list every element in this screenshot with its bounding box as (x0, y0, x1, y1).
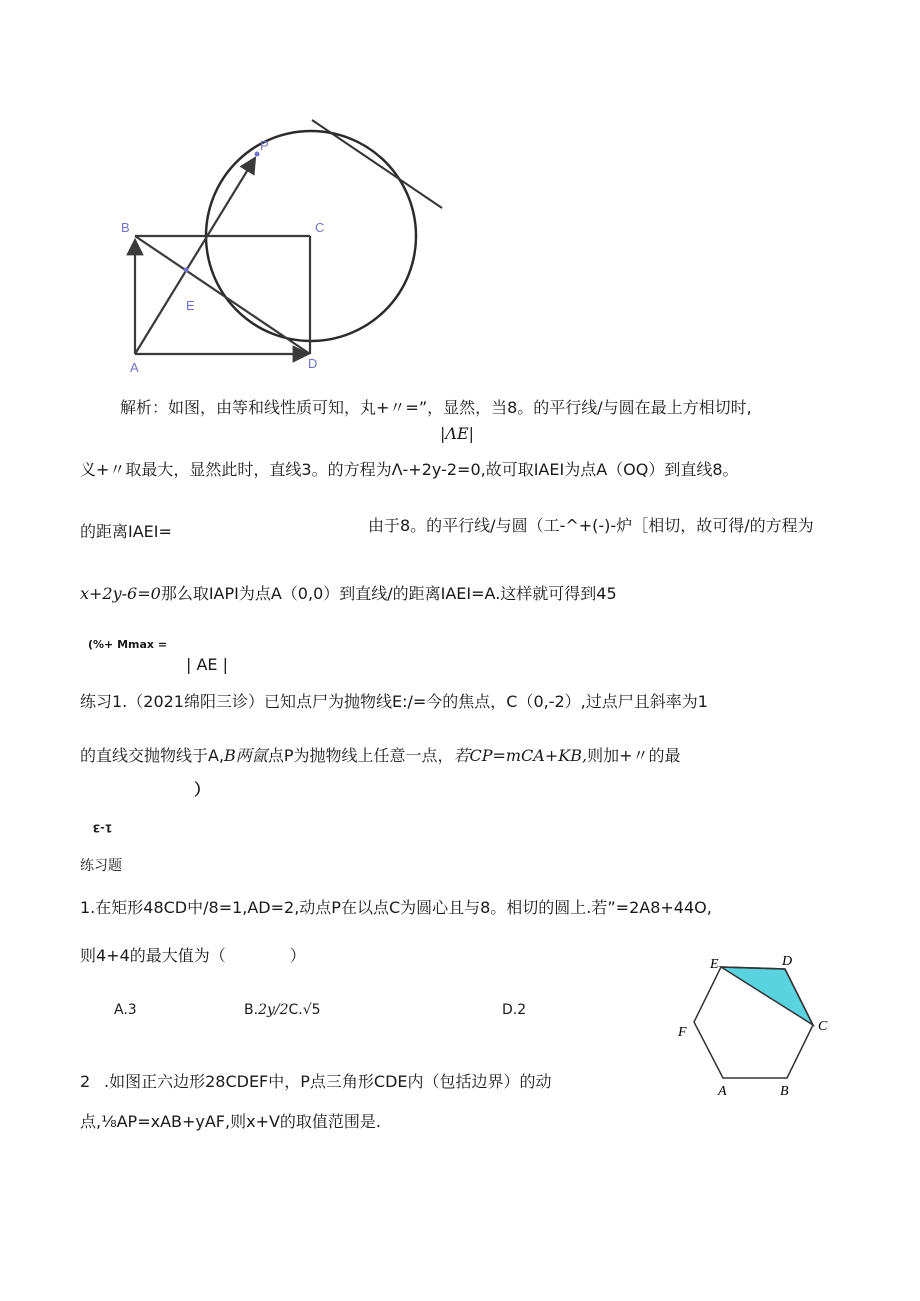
option-c: C.√5 (288, 1002, 321, 1018)
ex1-part-a: 的直线交抛物线于A, (80, 746, 225, 765)
exercise-1-line-1: 练习1.（2021绵阳三诊）已知点尸为抛物线E:/=今的焦点，C（0,-2）,过点尸且斜率为1 (80, 692, 708, 711)
option-b-prefix: B. (244, 1002, 259, 1018)
solution-line-1: 解析：如图，由等和线性质可知，丸+〃=”，显然，当8。的平行线/与圆在最上方相切时, (120, 398, 752, 417)
point-p (255, 152, 260, 157)
question-2-line-1: .如图正六边形28CDEF中，P点三角形CDE内（包括边界）的动 (104, 1072, 552, 1091)
ex1-part-d: 若CP=mCA+KB, (453, 746, 588, 765)
label-d: D (308, 356, 318, 371)
label-a: A (130, 360, 139, 375)
hex-label-e: E (710, 957, 719, 972)
option-a: A.3 (114, 1002, 137, 1018)
label-p: P (260, 138, 269, 153)
hex-label-f: F (678, 1025, 687, 1040)
point-e (184, 268, 189, 273)
option-b-c (244, 1000, 321, 1020)
label-c: C (315, 220, 325, 235)
ex1-closing-paren: ） (194, 780, 211, 799)
label-e: E (186, 298, 195, 313)
question-2-number: 2 (80, 1072, 91, 1091)
ae-fraction: | AE | (186, 655, 229, 674)
option-d: D.2 (502, 1002, 527, 1018)
ex1-part-b: B两氤 (224, 746, 268, 765)
solution-fraction-ae: |ΛE| (440, 424, 475, 443)
question-2-line-2: 点,⅛AP=xAB+yAF,则x+V的取值范围是. (80, 1112, 382, 1131)
vector-ap (135, 158, 255, 354)
line-equation: x+2y-6=0 (80, 584, 161, 603)
solution-line-3: 义+〃取最大，显然此时，直线3。的方程为Λ-+2y-2=0,故可取IAEI为点A（OQ）到直线8。 (80, 460, 739, 479)
tangent-line (312, 120, 442, 208)
figure-hexagon (672, 950, 842, 1100)
hex-label-d: D (782, 954, 793, 969)
diagonal-bd (135, 236, 310, 354)
max-label: (%+ Mmax = (88, 638, 168, 651)
hex-label-b: B (780, 1084, 789, 1099)
hex-label-a: A (718, 1084, 727, 1099)
solution-line-4-left: 的距离IAEI= (80, 522, 172, 541)
solution-line-5-rest: 那么取IAPI为点A（0,0）到直线/的距离IAEI=A.这样就可得到45 (160, 584, 617, 603)
exercise-1-line-2 (80, 746, 680, 766)
solution-line-5 (80, 584, 617, 604)
figure-rectangle-circle (110, 110, 450, 380)
ex1-part-c: 点P为抛物线上任意一点， (267, 746, 454, 765)
question-1-line-1: 1.在矩形48CD中/8=1,AD=2,动点P在以点C为圆心且与8。相切的圆上.若”=2A8+44O, (80, 898, 712, 917)
ex1-part-e: 则加+〃的最 (587, 746, 681, 765)
label-b: B (121, 220, 130, 235)
exercises-heading: 练习题 (80, 858, 122, 874)
hex-label-c: C (818, 1019, 828, 1034)
ex1-vertical-fraction: 1-3 (92, 821, 113, 835)
option-b-value: 2y/2 (258, 1002, 289, 1018)
solution-line-4-right: 由于8。的平行线/与圆（工-^+(-)-炉［相切，故可得/的方程为 (368, 516, 814, 535)
question-1-line-2: 则4+4的最大值为（ ） (80, 946, 306, 965)
